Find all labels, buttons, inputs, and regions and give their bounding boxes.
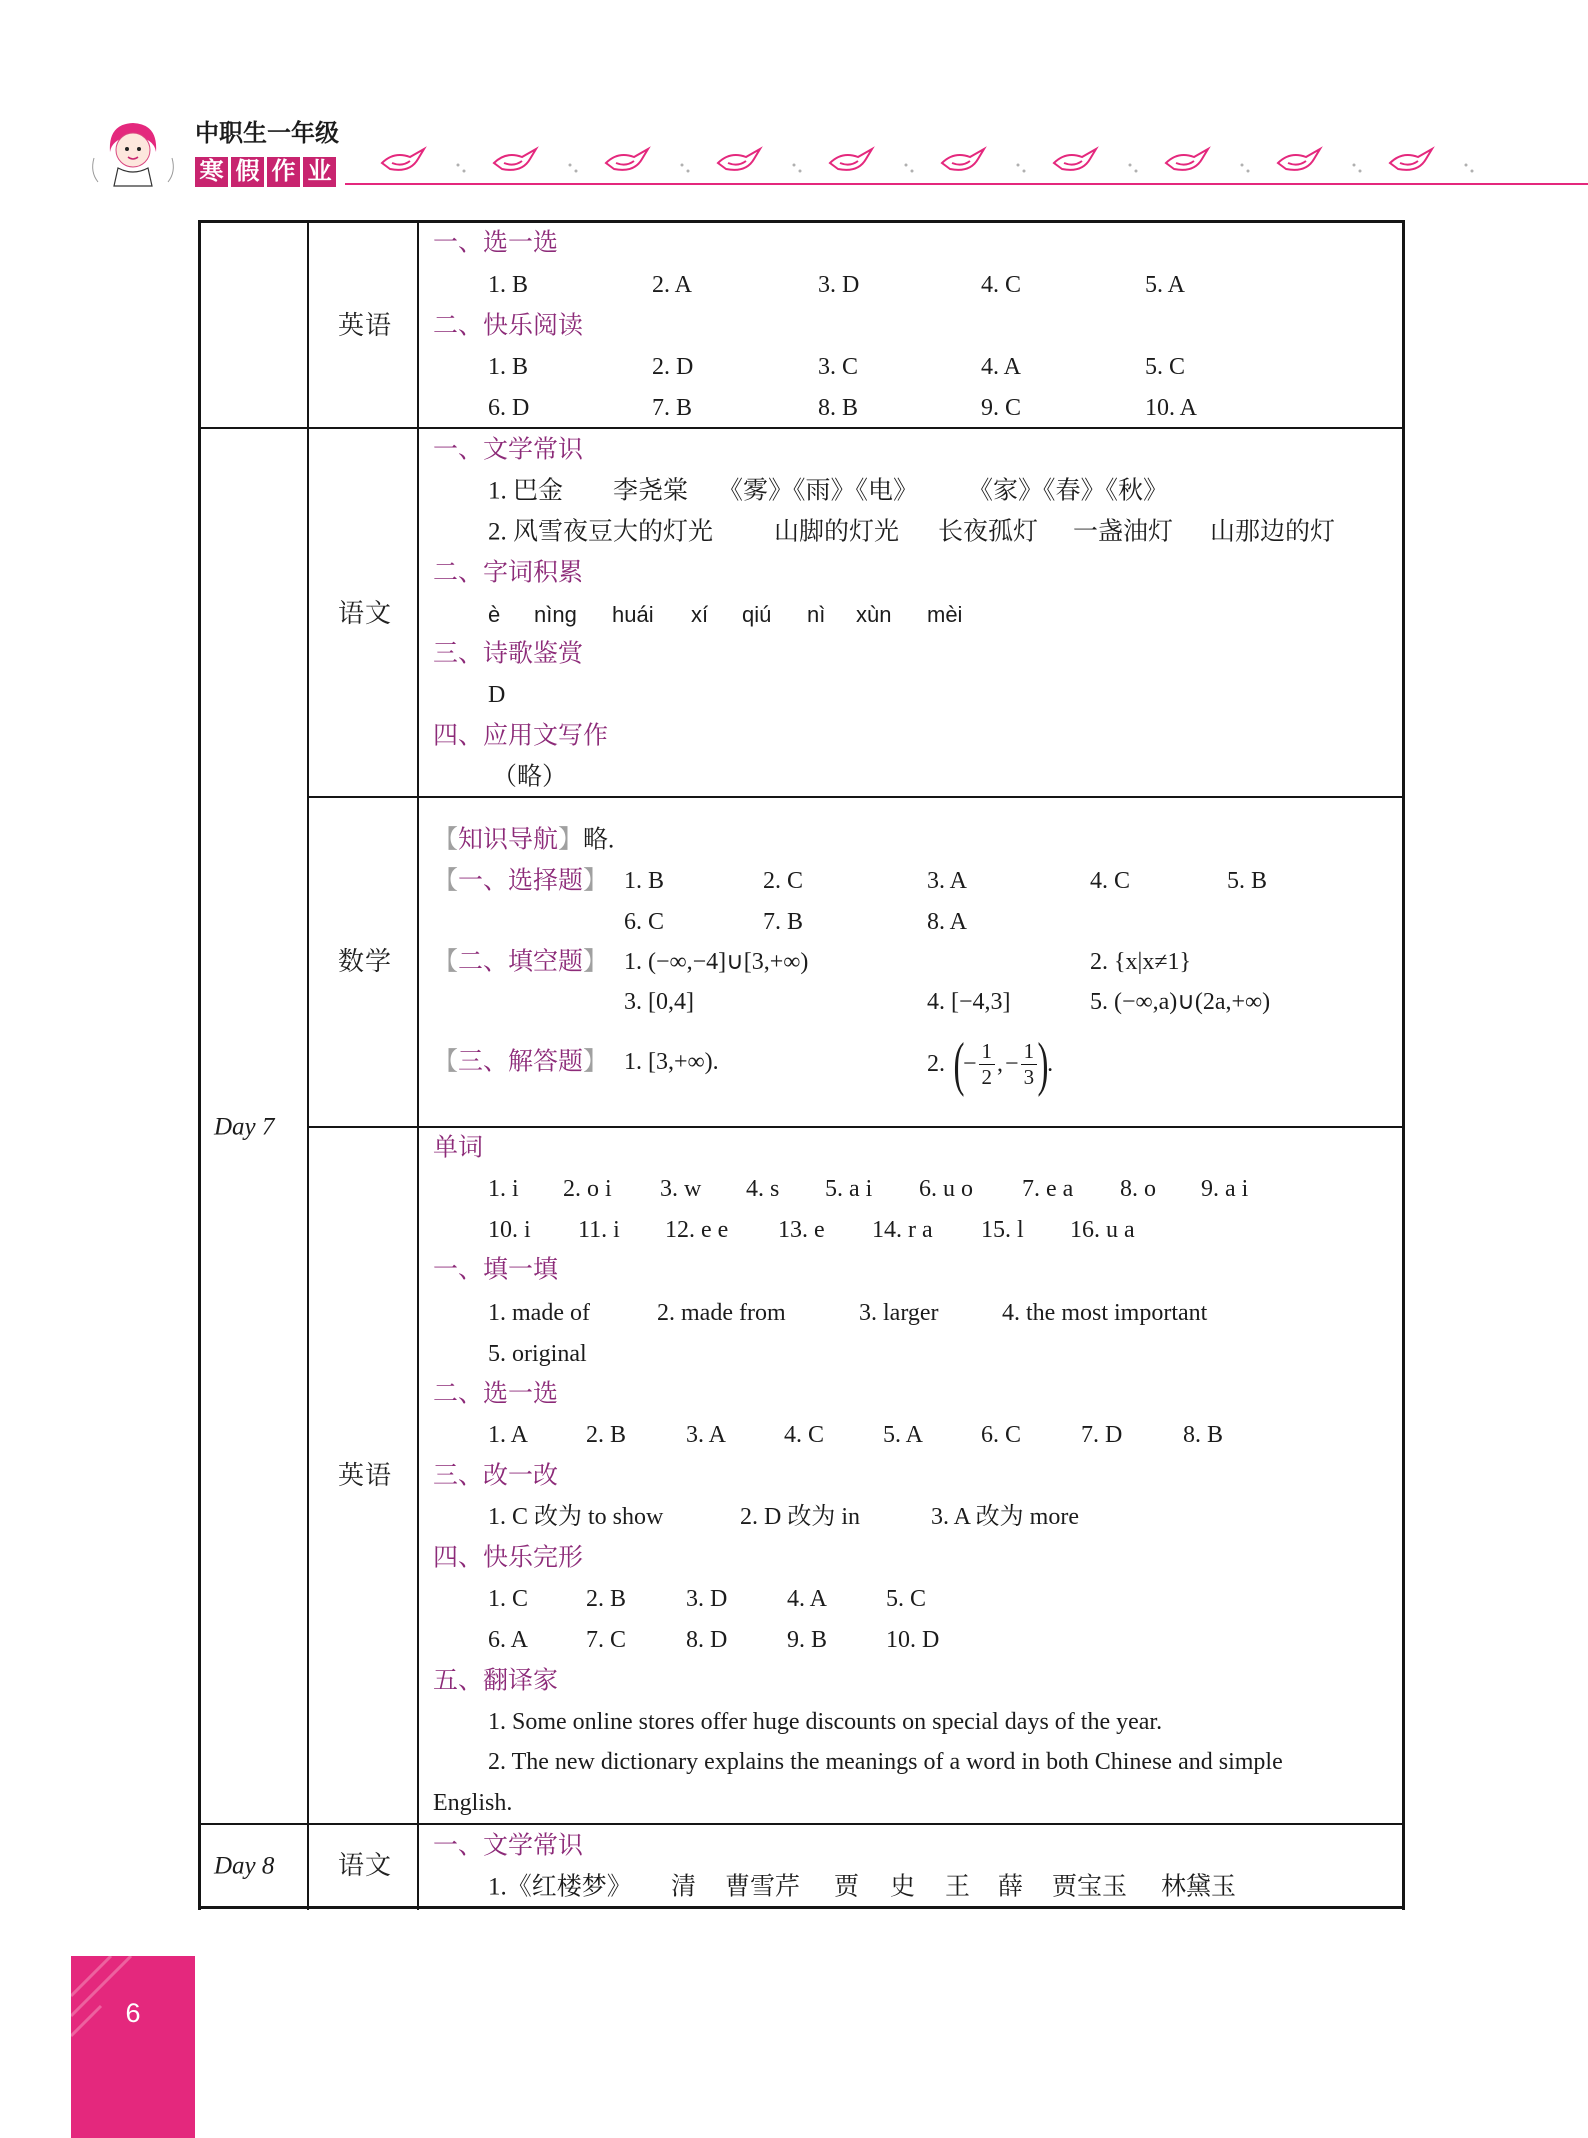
- answer-item: 7. C: [586, 1627, 627, 1653]
- paren-close: ): [1037, 1031, 1049, 1097]
- section-title: 三、改一改: [433, 1462, 559, 1490]
- section-title: 二、快乐阅读: [433, 312, 584, 340]
- answer-item: 1. C: [488, 1586, 529, 1612]
- answer-item: 3. A: [927, 868, 968, 894]
- section-label-solve: [433, 1050, 608, 1075]
- answer-item: 9. B: [787, 1627, 828, 1653]
- answer-item: 6. u o: [919, 1176, 973, 1202]
- answer-item: 6. C: [624, 909, 665, 935]
- bird-ornament: [1390, 149, 1432, 170]
- day-label: Day 8: [214, 1852, 275, 1880]
- answer-item: 王: [945, 1873, 971, 1901]
- answer-item: 4. [−4,3]: [927, 989, 1011, 1015]
- answer-item: 1. B: [624, 868, 665, 894]
- answer-item: 长夜孤灯: [938, 518, 1039, 546]
- header-title-char: 作: [267, 157, 300, 187]
- bird-ornament: [494, 149, 536, 170]
- bird-ornament: [1278, 149, 1320, 170]
- answer-item: 16. u a: [1070, 1217, 1135, 1243]
- table-divider-col2: [417, 221, 419, 1910]
- section-title: 四、快乐完形: [433, 1544, 584, 1572]
- answer-item: 5. C: [1145, 354, 1186, 380]
- answer-item: 史: [890, 1873, 916, 1901]
- answer-item: 10. D: [886, 1627, 940, 1653]
- table-border-right: [1402, 221, 1405, 1910]
- answer-item: 8. D: [686, 1627, 728, 1653]
- minus-sign: −: [962, 1051, 977, 1077]
- bracket: 】: [583, 1048, 609, 1076]
- answer-item: 3. larger: [859, 1300, 939, 1326]
- answer-item: 1.《红楼梦》: [488, 1873, 632, 1901]
- answer-item: 贾: [834, 1873, 860, 1901]
- answer-item: 1. [3,+∞).: [624, 1049, 719, 1075]
- fraction: [979, 1038, 996, 1089]
- section-label-fill: [433, 950, 608, 975]
- answer-item: 8. B: [1183, 1422, 1224, 1448]
- table-row-divider: [198, 427, 1405, 429]
- table-divider-col1: [307, 221, 309, 1910]
- denominator: 3: [1023, 1064, 1035, 1089]
- section-title: 一、文学常识: [433, 436, 584, 464]
- answer-item: 7. B: [652, 395, 693, 421]
- answer-item: 8. B: [818, 395, 859, 421]
- answer-item: 《雾》《雨》《电》: [718, 477, 919, 505]
- page-corner-tab: [71, 1956, 195, 2138]
- answer-item: 5. B: [1227, 868, 1268, 894]
- answer-item: 山那边的灯: [1210, 518, 1336, 546]
- table-row-divider: [307, 796, 1405, 798]
- pinyin-item: nìng: [534, 602, 577, 627]
- answer-item: （略）: [492, 763, 568, 791]
- answer-item: 5. A: [1145, 272, 1186, 298]
- answer-suffix: .: [1047, 1051, 1054, 1077]
- section-title: 一、选一选: [433, 229, 559, 257]
- tab-stripe-decoration: [71, 1956, 195, 2138]
- answer-item: 3. D: [686, 1586, 728, 1612]
- bracket: 【: [433, 867, 459, 895]
- day-label: Day 7: [214, 1113, 275, 1141]
- header-grade: 中职生一年级: [195, 121, 339, 147]
- answer-item: 3. w: [660, 1176, 702, 1202]
- pinyin-item: è: [488, 602, 501, 627]
- translation-answer-continued: English.: [433, 1790, 513, 1816]
- section-label-choice: [433, 869, 608, 894]
- section-title: 二、选一选: [433, 1380, 559, 1408]
- bracket: 【: [433, 948, 459, 976]
- section-title: 二、填空题: [458, 948, 584, 976]
- section-title: 五、翻译家: [433, 1667, 559, 1695]
- answer-item: 4. C: [1090, 868, 1131, 894]
- answer-item: 10. i: [488, 1217, 531, 1243]
- section-title: 一、选择题: [458, 867, 584, 895]
- section-title: 单词: [433, 1134, 484, 1162]
- answer-item: 薛: [998, 1873, 1024, 1901]
- fraction: [1021, 1038, 1038, 1089]
- table-border-bottom: [198, 1906, 1405, 1909]
- subject-label: 数学: [338, 947, 393, 976]
- answer-item: 4. A: [787, 1586, 828, 1612]
- answer-item: 15. l: [981, 1217, 1024, 1243]
- pinyin-item: xùn: [856, 602, 892, 627]
- header-title-char: 寒: [195, 157, 228, 187]
- section-title: 一、文学常识: [433, 1832, 584, 1860]
- answer-item: 14. r a: [872, 1217, 933, 1243]
- answer-item: 略.: [583, 826, 615, 854]
- answer-item: 1. (−∞,−4]∪[3,+∞): [624, 949, 809, 975]
- answer-item: 2. D: [652, 354, 694, 380]
- answer-item: 11. i: [578, 1217, 620, 1243]
- answer-item: 贾宝玉: [1052, 1873, 1128, 1901]
- table-row-divider: [307, 1126, 1405, 1128]
- subject-label: 英语: [338, 1461, 393, 1490]
- bracket: 】: [558, 826, 584, 854]
- section-title: 二、字词积累: [433, 559, 584, 587]
- answer-prefix: 2.: [927, 1051, 945, 1077]
- numerator: 1: [979, 1041, 996, 1065]
- answer-item: 7. B: [763, 909, 804, 935]
- table-border-top: [198, 220, 1405, 223]
- section-title: 四、应用文写作: [433, 722, 609, 750]
- answer-item: 5. A: [883, 1422, 924, 1448]
- answer-item: 6. D: [488, 395, 530, 421]
- answer-item: 5. (−∞,a)∪(2a,+∞): [1090, 989, 1271, 1015]
- bird-ornament-row: [380, 145, 1580, 181]
- answer-item: 4. C: [784, 1422, 825, 1448]
- answer-item: 3. C: [818, 354, 859, 380]
- answer-item: 山脚的灯光: [774, 518, 900, 546]
- table-border-left: [198, 221, 201, 1910]
- answer-item: 4. the most important: [1002, 1300, 1208, 1326]
- bird-ornament: [942, 149, 984, 170]
- pinyin-item: huái: [612, 602, 654, 627]
- answer-item: 8. o: [1120, 1176, 1156, 1202]
- answer-item: 5. original: [488, 1341, 587, 1367]
- subject-label: 语文: [338, 1851, 393, 1880]
- answer-item: 1. B: [488, 354, 529, 380]
- answer-item: 李尧棠: [613, 477, 689, 505]
- answer-item: 7. e a: [1022, 1176, 1074, 1202]
- bird-ornament: [830, 149, 872, 170]
- answer-item: 3. A: [686, 1422, 727, 1448]
- pinyin-item: xí: [691, 602, 709, 627]
- answer-item: 3. A 改为 more: [931, 1504, 1079, 1530]
- section-title: 三、解答题: [458, 1048, 584, 1076]
- comma: ,: [997, 1051, 1004, 1077]
- answer-item: 2. C: [763, 868, 804, 894]
- answer-item: 1. C 改为 to show: [488, 1504, 664, 1530]
- pinyin-item: mèi: [927, 602, 963, 627]
- answer-item: 1. B: [488, 272, 529, 298]
- section-label-knowledge: [433, 828, 614, 853]
- subject-label: 英语: [338, 311, 393, 340]
- table-row-divider: [198, 1823, 1405, 1825]
- bracket: 【: [433, 1048, 459, 1076]
- bird-ornament: [606, 149, 648, 170]
- header-title-char: 业: [303, 157, 336, 187]
- answer-item: 2. 风雪夜豆大的灯光: [488, 518, 714, 546]
- minus-sign: −: [1005, 1051, 1019, 1077]
- bracket: 】: [583, 867, 609, 895]
- bracket: 】: [583, 948, 609, 976]
- answer-item: 3. D: [818, 272, 860, 298]
- answer-item: 12. e e: [665, 1217, 729, 1243]
- answer-item: 2. B: [586, 1422, 627, 1448]
- answer-item: 曹雪芹: [725, 1873, 801, 1901]
- answer-item: 9. a i: [1201, 1176, 1249, 1202]
- answer-item: 1. 巴金: [488, 477, 564, 505]
- answer-item: 一盏油灯: [1073, 518, 1174, 546]
- translation-answer: 2. The new dictionary explains the meanings of a word in both Chinese and simple: [488, 1749, 1283, 1775]
- bird-ornament: [1054, 149, 1096, 170]
- answer-item: 5. C: [886, 1586, 927, 1612]
- section-title: 三、诗歌鉴赏: [433, 640, 584, 668]
- girl-mascot-icon: [88, 118, 178, 190]
- answer-item: 2. A: [652, 272, 693, 298]
- bird-ornament: [1166, 149, 1208, 170]
- pinyin-item: qiú: [742, 602, 772, 627]
- header-title: [195, 157, 336, 187]
- answer-item: 1. i: [488, 1176, 519, 1202]
- answer-item: 清: [671, 1873, 697, 1901]
- answer-item: 10. A: [1145, 395, 1198, 421]
- denominator: 2: [981, 1064, 993, 1089]
- answer-item: 2. o i: [563, 1176, 612, 1202]
- answer-item: 13. e: [778, 1217, 825, 1243]
- bird-ornament: [382, 149, 424, 170]
- answer-item: 2. B: [586, 1586, 627, 1612]
- answer-item: 2. D 改为 in: [740, 1504, 860, 1530]
- answer-item: 5. a i: [825, 1176, 873, 1202]
- bird-ornament: [718, 149, 760, 170]
- answer-item: 2. {x|x≠1}: [1090, 949, 1192, 975]
- section-title: 一、填一填: [433, 1256, 559, 1284]
- numerator: 1: [1021, 1041, 1038, 1065]
- answer-item: D: [488, 682, 506, 708]
- answer-item: 6. A: [488, 1627, 529, 1653]
- paren-open: (: [953, 1031, 965, 1097]
- page-number: 6: [125, 1998, 141, 2028]
- answer-item: 4. C: [981, 272, 1022, 298]
- pinyin-item: nì: [807, 602, 826, 627]
- answer-item: 1. A: [488, 1422, 529, 1448]
- answer-item: 2. made from: [657, 1300, 786, 1326]
- header-rule: [345, 183, 1588, 185]
- translation-answer: 1. Some online stores offer huge discounts on special days of the year.: [488, 1709, 1163, 1735]
- answer-item: 《家》《春》《秋》: [968, 477, 1169, 505]
- subject-label: 语文: [338, 599, 393, 628]
- bracket: 【: [433, 826, 459, 854]
- answer-item: 林黛玉: [1161, 1873, 1237, 1901]
- answer-item: 4. A: [981, 354, 1022, 380]
- answer-item: 6. C: [981, 1422, 1022, 1448]
- answer-item: 8. A: [927, 909, 968, 935]
- answer-item: 1. made of: [488, 1300, 590, 1326]
- answer-item: 4. s: [746, 1176, 780, 1202]
- header-title-char: 假: [231, 157, 264, 187]
- answer-item: 7. D: [1081, 1422, 1123, 1448]
- section-title: 知识导航: [458, 826, 559, 854]
- answer-item: 9. C: [981, 395, 1022, 421]
- answer-item: 3. [0,4]: [624, 989, 694, 1015]
- fraction-answer: [927, 1031, 1054, 1097]
